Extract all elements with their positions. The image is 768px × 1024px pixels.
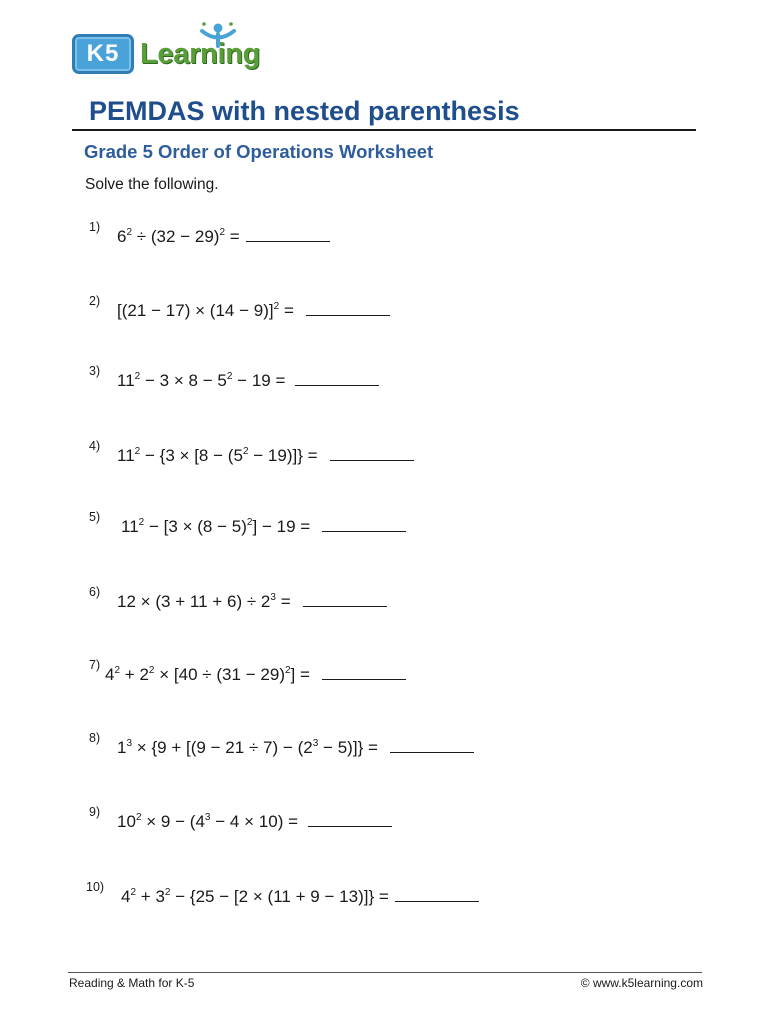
expression-text: $10^2 \times 9 - (4^3 - 4 \times 10)$ = — [117, 812, 299, 831]
exponent: 3 — [270, 592, 276, 603]
expression-text: $4^2 + 2^2 \times [40 \div (31 - 29)^2]$ = — [105, 665, 310, 684]
problem-number: 5) — [89, 510, 101, 524]
instructions: Solve the following. — [85, 176, 219, 193]
problem-expression — [117, 300, 390, 321]
exponent: 3 — [204, 812, 211, 823]
expression-text: $12 \times (3 + 11 + 6) \div 2^3$ = — [117, 592, 291, 611]
answer-blank[interactable] — [303, 591, 387, 607]
expression-text: $11^2 - 3 \times 8 - 5^2 - 19$ = — [117, 371, 286, 390]
problem-number: 4) — [89, 439, 101, 453]
exponent: 2 — [148, 665, 155, 676]
answer-blank[interactable] — [322, 664, 406, 680]
answer-blank[interactable] — [322, 516, 406, 532]
exponent: 3 — [126, 738, 133, 749]
problem-expression — [117, 737, 474, 758]
expression-text: $4^2 + 3^2 - \{25 - [2 \times (11 + 9 - 13)]\}$ = — [121, 887, 389, 906]
problem-number: 8) — [89, 731, 101, 745]
problem-number: 3) — [89, 364, 101, 378]
exponent: 2 — [130, 887, 137, 898]
problem-number: 2) — [89, 294, 101, 308]
answer-blank[interactable] — [390, 737, 474, 753]
problem-expression — [117, 591, 387, 612]
answer-blank[interactable] — [395, 886, 479, 902]
page-title: PEMDAS with nested parenthesis — [89, 96, 520, 126]
exponent: 2 — [164, 887, 171, 898]
exponent: 3 — [312, 738, 319, 749]
exponent: 2 — [134, 446, 141, 457]
answer-blank[interactable] — [295, 370, 379, 386]
exponent: 2 — [134, 371, 141, 382]
problem-expression — [117, 445, 414, 466]
exponent: 2 — [138, 517, 145, 528]
answer-blank[interactable] — [330, 445, 414, 461]
exponent: 2 — [242, 446, 249, 457]
problem-expression — [121, 516, 406, 537]
exponent: 2 — [284, 665, 291, 676]
expression-text: $1^3 \times \{9 + [(9 - 21 \div 7) - (2^3 - 5)]\}$ = — [117, 738, 378, 757]
expression-text: $[(21 - 17) \times (14 - 9)]^2$ = — [117, 301, 294, 320]
exponent: 2 — [246, 517, 253, 528]
exponent: 2 — [219, 227, 226, 238]
footer-tagline: Reading & Math for K-5 — [69, 976, 195, 990]
problem-number: 1) — [89, 220, 101, 234]
expression-text: $11^2 - \{3 \times [8 - (5^2 - 19)]\}$ = — [117, 446, 318, 465]
problem-number: 9) — [89, 805, 101, 819]
logo-wordmark: Learning — [140, 37, 261, 70]
problem-expression — [117, 370, 379, 391]
exponent: 2 — [126, 227, 133, 238]
problem-expression — [117, 226, 330, 247]
footer-divider — [68, 972, 702, 973]
exponent: 2 — [114, 665, 121, 676]
answer-blank[interactable] — [306, 300, 390, 316]
worksheet-subtitle: Grade 5 Order of Operations Worksheet — [84, 141, 434, 162]
problem-expression — [121, 886, 479, 907]
problem-number: 7) — [89, 658, 101, 672]
problem-number: 10) — [86, 880, 105, 894]
logo-badge: K5 — [72, 34, 134, 74]
footer-website: © www.k5learning.com — [580, 976, 703, 990]
k5-learning-logo — [72, 28, 260, 80]
title-divider — [72, 129, 696, 131]
problem-expression — [117, 811, 392, 832]
exponent: 2 — [135, 812, 142, 823]
answer-blank[interactable] — [308, 811, 392, 827]
exponent: 2 — [273, 301, 280, 312]
expression-text: $11^2 - [3 \times (8 - 5)^2] - 19$ = — [121, 517, 311, 536]
logo-figure-icon — [198, 22, 238, 56]
problem-number: 6) — [89, 585, 101, 599]
answer-blank[interactable] — [246, 226, 330, 242]
expression-text: $6^2 \div (32 - 29)^2$ = — [117, 227, 240, 246]
problem-expression — [105, 664, 406, 685]
exponent: 2 — [226, 371, 233, 382]
